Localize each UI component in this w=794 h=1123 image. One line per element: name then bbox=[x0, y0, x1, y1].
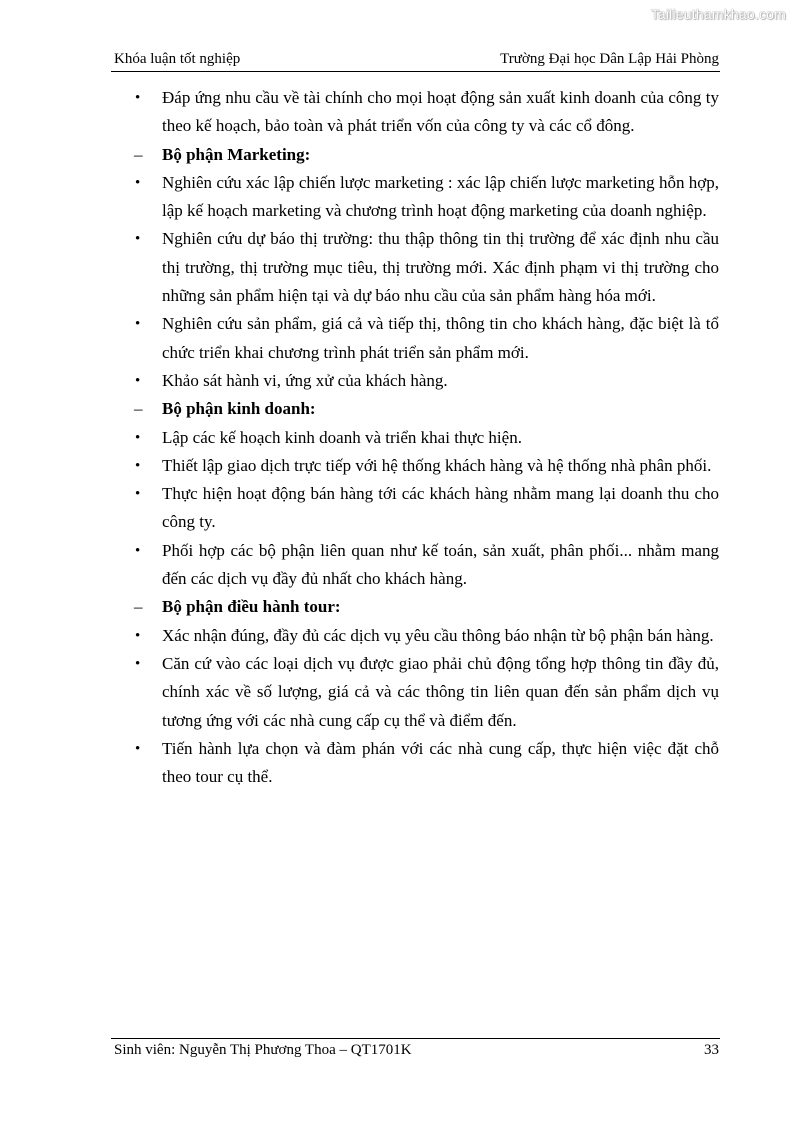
header-divider bbox=[111, 71, 720, 72]
header-right-title: Trường Đại học Dân Lập Hải Phòng bbox=[500, 51, 719, 67]
bullet-icon: • bbox=[135, 655, 141, 672]
page-footer bbox=[114, 1041, 719, 1059]
bullet-icon: • bbox=[135, 627, 141, 644]
bullet-item bbox=[114, 225, 719, 310]
page-number: 33 bbox=[704, 1042, 719, 1058]
bullet-text: Nghiên cứu xác lập chiến lược marketing : xác lập chiến lược marketing hỗn hợp, lập kế hoạch marketing và chương trình hoạt động marketing của doanh nghiệp. bbox=[162, 172, 719, 221]
bullet-text: Khảo sát hành vi, ứng xử của khách hàng. bbox=[162, 370, 448, 390]
page-header bbox=[114, 50, 719, 68]
bullet-text: Nghiên cứu sản phẩm, giá cả và tiếp thị, thông tin cho khách hàng, đặc biệt là tổ chức triển khai chương trình phát triển sản phẩm mới. bbox=[162, 314, 719, 362]
dash-icon: – bbox=[134, 597, 143, 617]
bullet-icon: • bbox=[135, 372, 141, 389]
bullet-item bbox=[114, 367, 719, 395]
bullet-item bbox=[114, 169, 719, 226]
bullet-text: Thiết lập giao dịch trực tiếp với hệ thống khách hàng và hệ thống nhà phân phối. bbox=[162, 455, 712, 475]
bullet-text: Đáp ứng nhu cầu về tài chính cho mọi hoạt động sản xuất kinh doanh của công ty theo kế hoạch, bảo toàn và phát triển vốn của công ty và các cổ đông. bbox=[162, 88, 719, 136]
bullet-icon: • bbox=[135, 90, 141, 106]
bullet-icon: • bbox=[135, 429, 141, 446]
bullet-icon: • bbox=[135, 316, 141, 333]
header-left-title: Khóa luận tốt nghiệp bbox=[114, 51, 241, 67]
watermark: Tailieuthamkhao.com bbox=[650, 6, 786, 22]
section-heading bbox=[114, 395, 719, 423]
section-heading-text: Bộ phận kinh doanh: bbox=[162, 399, 316, 419]
bullet-item bbox=[114, 310, 719, 367]
bullet-item bbox=[114, 424, 719, 452]
bullet-icon: • bbox=[135, 486, 141, 503]
bullet-text: Phối hợp các bộ phận liên quan như kế toán, sản xuất, phân phối... nhằm mang đến các dịch vụ đầy đủ nhất cho khách hàng. bbox=[162, 540, 719, 589]
bullet-text: Nghiên cứu dự báo thị trường: thu thập thông tin thị trường để xác định nhu cầu thị trường, thị trường mục tiêu, thị trường mới. Xác định phạm vi thị trường cho những sản phẩm hiện tại và dự báo nhu cầu của sản phẩm hàng hóa mới. bbox=[162, 229, 719, 306]
footer-divider bbox=[111, 1038, 720, 1039]
document-body bbox=[114, 84, 719, 791]
bullet-item bbox=[114, 480, 719, 537]
section-heading-text: Bộ phận Marketing: bbox=[162, 144, 311, 164]
bullet-text: Căn cứ vào các loại dịch vụ được giao phải chủ động tổng hợp thông tin đầy đủ, chính xác về số lượng, giá cả và các thông tin liên quan đến sản phẩm dịch vụ tương ứng với các nhà cung cấp cụ thể và điểm đến. bbox=[162, 653, 719, 730]
bullet-item bbox=[114, 622, 719, 650]
bullet-icon: • bbox=[135, 231, 141, 248]
section-heading bbox=[114, 141, 719, 169]
bullet-icon: • bbox=[135, 740, 141, 757]
bullet-text: Thực hiện hoạt động bán hàng tới các khách hàng nhằm mang lại doanh thu cho công ty. bbox=[162, 484, 719, 532]
bullet-item bbox=[114, 650, 719, 735]
bullet-text: Tiến hành lựa chọn và đàm phán với các nhà cung cấp, thực hiện việc đặt chỗ theo tour cụ thể. bbox=[162, 738, 719, 787]
bullet-icon: • bbox=[135, 542, 141, 559]
dash-icon: – bbox=[134, 144, 143, 164]
bullet-text: Lập các kế hoạch kinh doanh và triển khai thực hiện. bbox=[162, 427, 522, 447]
bullet-item bbox=[114, 452, 719, 480]
bullet-item bbox=[114, 735, 719, 792]
section-heading bbox=[114, 593, 719, 621]
bullet-text: Xác nhận đúng, đầy đủ các dịch vụ yêu cầu thông báo nhận từ bộ phận bán hàng. bbox=[162, 625, 714, 645]
dash-icon: – bbox=[134, 399, 143, 419]
bullet-icon: • bbox=[135, 457, 141, 474]
footer-student: Sinh viên: Nguyễn Thị Phương Thoa – QT1701K bbox=[114, 1042, 412, 1058]
bullet-item bbox=[114, 537, 719, 594]
section-heading-text: Bộ phận điều hành tour: bbox=[162, 597, 341, 617]
bullet-item bbox=[114, 84, 719, 141]
bullet-icon: • bbox=[135, 174, 141, 191]
